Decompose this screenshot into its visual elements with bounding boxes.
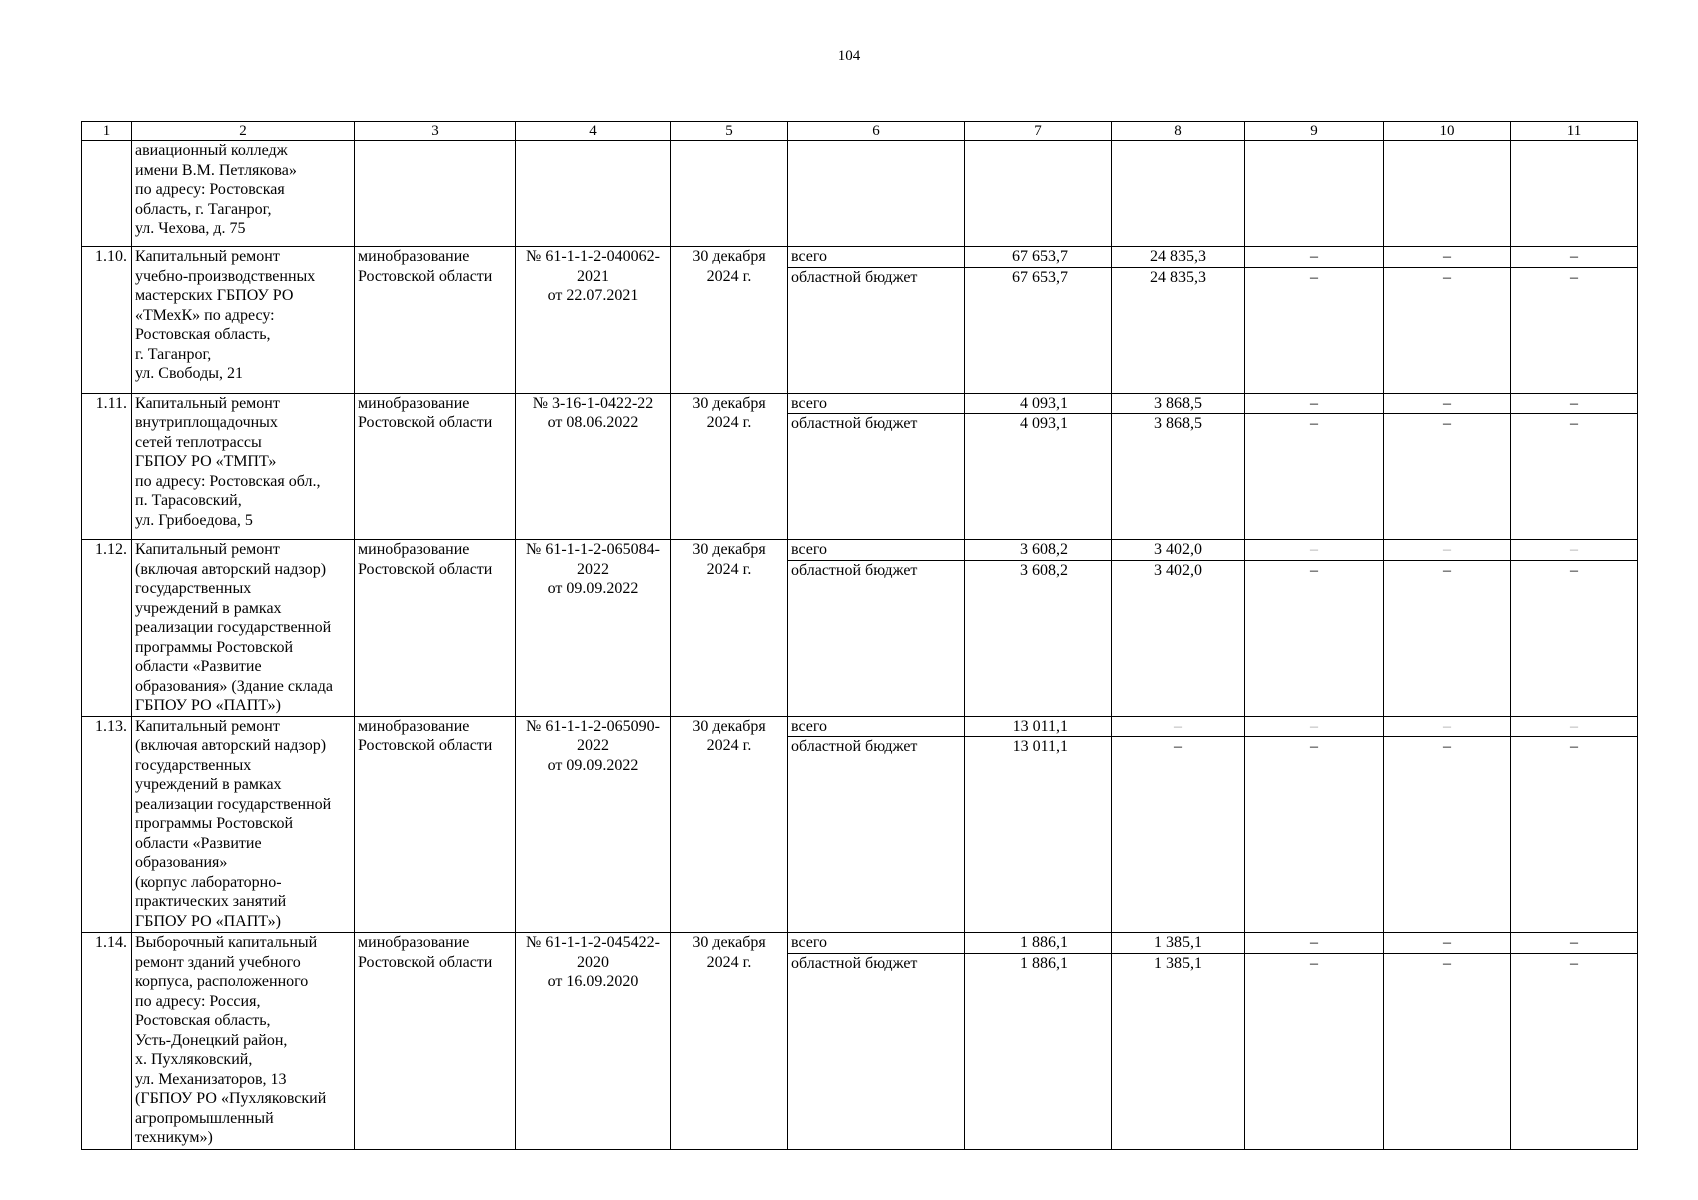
- value-col7: 13 011,1: [965, 716, 1112, 737]
- value-col10: –: [1384, 953, 1511, 1149]
- value-col8: 1 385,1: [1112, 933, 1245, 954]
- agency: минобразование Ростовской области: [355, 716, 516, 933]
- column-number: 4: [516, 122, 671, 141]
- value-col7: 4 093,1: [965, 414, 1112, 540]
- value-col11: –: [1511, 560, 1638, 716]
- value-col9: –: [1245, 560, 1384, 716]
- funding-source: областной бюджет: [788, 737, 965, 933]
- funding-source: всего: [788, 716, 965, 737]
- column-number: 6: [788, 122, 965, 141]
- object-name: авиационный колледж имени В.М. Петлякова» по адресу: Ростовская область, г. Таганрог, ул. Чехова, д. 75: [132, 141, 355, 247]
- funding-source: областной бюджет: [788, 414, 965, 540]
- deadline: 30 декабря 2024 г.: [671, 933, 788, 1150]
- value-col10: –: [1384, 933, 1511, 954]
- table-row: [82, 247, 1638, 268]
- value-col11: –: [1511, 247, 1638, 268]
- value-col9: –: [1245, 716, 1384, 737]
- deadline: 30 декабря 2024 г.: [671, 247, 788, 394]
- row-number: 1.14.: [82, 933, 132, 1150]
- table-row: [82, 540, 1638, 561]
- column-number-row: [82, 122, 1638, 141]
- document-ref: № 3-16-1-0422-22 от 08.06.2022: [516, 393, 671, 540]
- column-number: 3: [355, 122, 516, 141]
- agency: минобразование Ростовской области: [355, 247, 516, 394]
- value-col7: 67 653,7: [965, 267, 1112, 393]
- table-row: [82, 933, 1638, 954]
- column-number: 8: [1112, 122, 1245, 141]
- value-col7: 13 011,1: [965, 737, 1112, 933]
- value-col7: 1 886,1: [965, 953, 1112, 1149]
- column-number: 1: [82, 122, 132, 141]
- value-col9: –: [1245, 953, 1384, 1149]
- funding-source: всего: [788, 540, 965, 561]
- value-col9: –: [1245, 933, 1384, 954]
- object-name: Выборочный капитальный ремонт зданий учебного корпуса, расположенного по адресу: Россия, Ростовская область, Усть-Донецкий район, х. Пухляковский, ул. Механизаторов, 13 (ГБПОУ РО «Пухляковский агропромышленный техникум»): [132, 933, 355, 1150]
- object-name: Капитальный ремонт внутриплощадочных сетей теплотрассы ГБПОУ РО «ТМПТ» по адресу: Ростовская обл., п. Тарасовский, ул. Грибоедова, 5: [132, 393, 355, 540]
- value-col9: –: [1245, 414, 1384, 540]
- document-ref: № 61-1-1-2-065084- 2022 от 09.09.2022: [516, 540, 671, 717]
- continuation-row: [82, 141, 1638, 247]
- value-col10: –: [1384, 393, 1511, 414]
- value-col10: –: [1384, 247, 1511, 268]
- deadline: 30 декабря 2024 г.: [671, 393, 788, 540]
- column-number: 10: [1384, 122, 1511, 141]
- column-number: 11: [1511, 122, 1638, 141]
- value-col11: –: [1511, 267, 1638, 393]
- value-col11: –: [1511, 737, 1638, 933]
- value-col10: –: [1384, 414, 1511, 540]
- value-col11: –: [1511, 953, 1638, 1149]
- row-number: 1.13.: [82, 716, 132, 933]
- funding-source: областной бюджет: [788, 953, 965, 1149]
- value-col7: 4 093,1: [965, 393, 1112, 414]
- value-col11: –: [1511, 414, 1638, 540]
- row-number: 1.10.: [82, 247, 132, 394]
- value-col10: –: [1384, 560, 1511, 716]
- agency: минобразование Ростовской области: [355, 540, 516, 717]
- value-col8: 3 868,5: [1112, 393, 1245, 414]
- value-col11: –: [1511, 393, 1638, 414]
- document-ref: № 61-1-1-2-045422- 2020 от 16.09.2020: [516, 933, 671, 1150]
- object-name: Капитальный ремонт учебно-производственных мастерских ГБПОУ РО «ТМехК» по адресу: Ростовская область, г. Таганрог, ул. Свободы, 21: [132, 247, 355, 394]
- value-col9: –: [1245, 393, 1384, 414]
- agency: минобразование Ростовской области: [355, 393, 516, 540]
- funding-source: областной бюджет: [788, 560, 965, 716]
- deadline: 30 декабря 2024 г.: [671, 540, 788, 717]
- document-ref: № 61-1-1-2-065090- 2022 от 09.09.2022: [516, 716, 671, 933]
- table-row: [82, 716, 1638, 737]
- funding-source: всего: [788, 933, 965, 954]
- column-number: 7: [965, 122, 1112, 141]
- value-col8: –: [1112, 737, 1245, 933]
- value-col11: –: [1511, 540, 1638, 561]
- value-col7: 1 886,1: [965, 933, 1112, 954]
- agency: минобразование Ростовской области: [355, 933, 516, 1150]
- column-number: 9: [1245, 122, 1384, 141]
- funding-source: всего: [788, 393, 965, 414]
- value-col8: 3 402,0: [1112, 540, 1245, 561]
- value-col7: 3 608,2: [965, 560, 1112, 716]
- column-number: 2: [132, 122, 355, 141]
- object-name: Капитальный ремонт (включая авторский надзор) государственных учреждений в рамках реализации государственной программы Ростовской области «Развитие образования» (корпус лабораторно- практических занятий ГБПОУ РО «ПАПТ»): [132, 716, 355, 933]
- value-col8: 3 868,5: [1112, 414, 1245, 540]
- value-col8: –: [1112, 716, 1245, 737]
- deadline: 30 декабря 2024 г.: [671, 716, 788, 933]
- column-number: 5: [671, 122, 788, 141]
- row-number: 1.11.: [82, 393, 132, 540]
- table-row: [82, 393, 1638, 414]
- funding-source: всего: [788, 247, 965, 268]
- value-col10: –: [1384, 716, 1511, 737]
- value-col9: –: [1245, 737, 1384, 933]
- value-col8: 3 402,0: [1112, 560, 1245, 716]
- value-col8: 24 835,3: [1112, 267, 1245, 393]
- value-col8: 1 385,1: [1112, 953, 1245, 1149]
- object-name: Капитальный ремонт (включая авторский надзор) государственных учреждений в рамках реализации государственной программы Ростовской области «Развитие образования» (Здание склада ГБПОУ РО «ПАПТ»): [132, 540, 355, 717]
- value-col10: –: [1384, 737, 1511, 933]
- value-col9: –: [1245, 247, 1384, 268]
- value-col7: 3 608,2: [965, 540, 1112, 561]
- value-col11: –: [1511, 933, 1638, 954]
- value-col8: 24 835,3: [1112, 247, 1245, 268]
- value-col9: –: [1245, 540, 1384, 561]
- value-col9: –: [1245, 267, 1384, 393]
- budget-table: [81, 121, 1638, 1150]
- value-col11: –: [1511, 716, 1638, 737]
- document-ref: № 61-1-1-2-040062- 2021 от 22.07.2021: [516, 247, 671, 394]
- value-col10: –: [1384, 267, 1511, 393]
- page-number: 104: [837, 48, 861, 64]
- funding-source: областной бюджет: [788, 267, 965, 393]
- value-col7: 67 653,7: [965, 247, 1112, 268]
- row-number: 1.12.: [82, 540, 132, 717]
- value-col10: –: [1384, 540, 1511, 561]
